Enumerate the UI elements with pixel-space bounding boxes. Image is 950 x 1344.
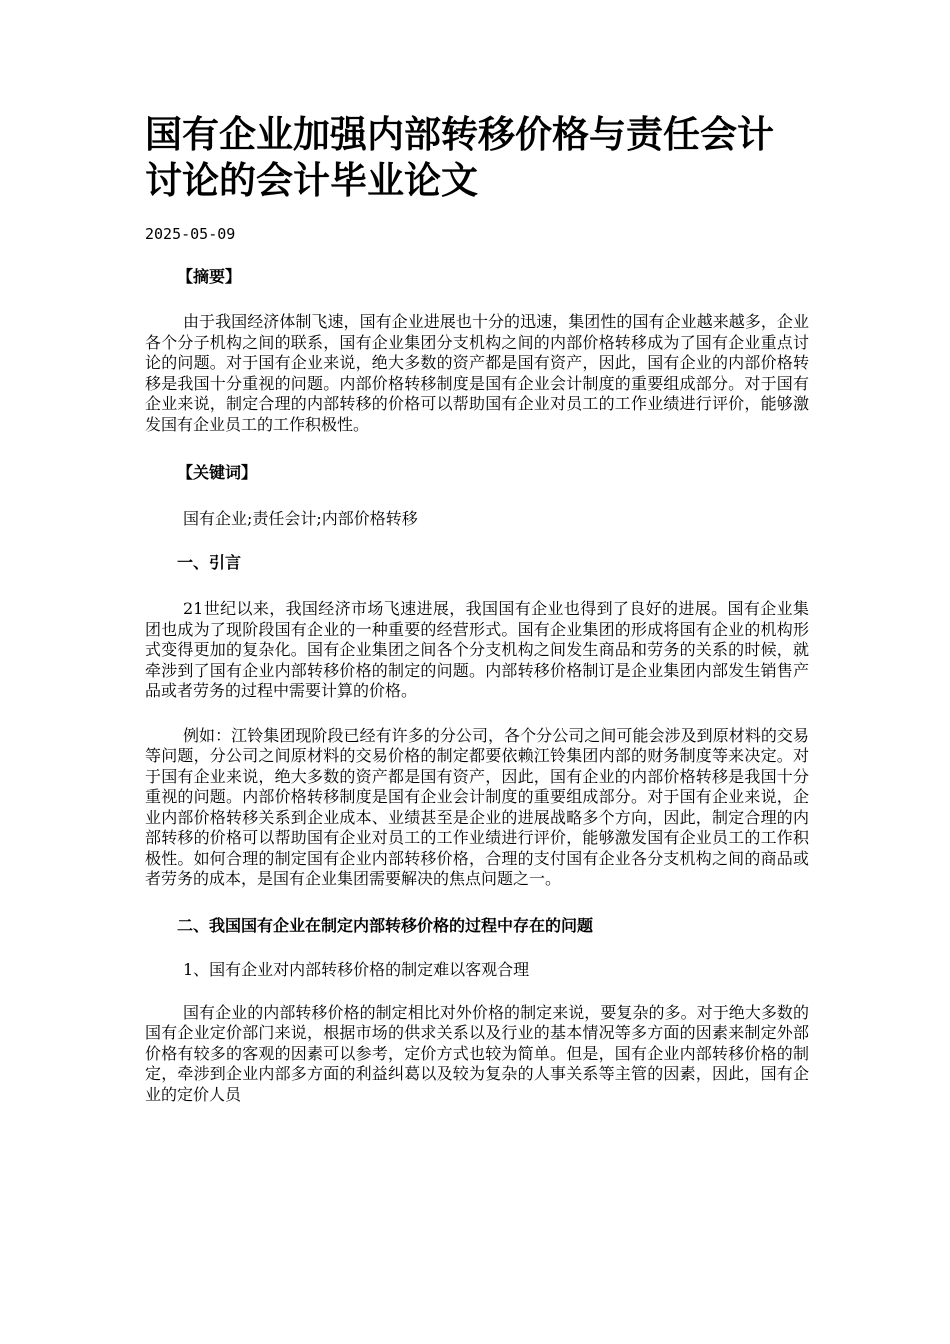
section-2-paragraph-1: 国有企业的内部转移价格的制定相比对外价格的制定来说，要复杂的多。对于绝大多数的国有企业定价部门来说，根据市场的供求关系以及行业的基本情况等多方面的因素来制定外部价格有较多的客观的因素可以参考，定价方式也较为简单。但是，国有企业内部转移价格的制定，牵涉到企业内部多方面的利益纠葛以及较为复杂的人事关系等主管的因素，因此，国有企业的定价人员 bbox=[145, 1002, 809, 1104]
section-2-subheading-1: 1、国有企业对内部转移价格的制定难以客观合理 bbox=[183, 959, 530, 979]
publish-date: 2025-05-09 bbox=[145, 225, 236, 243]
intro-heading: 一、引言 bbox=[177, 553, 242, 572]
document-title: 国有企业加强内部转移价格与责任会计讨论的会计毕业论文 bbox=[145, 113, 774, 202]
section-2-heading: 二、我国国有企业在制定内部转移价格的过程中存在的问题 bbox=[177, 915, 594, 935]
document-page bbox=[145, 112, 809, 1105]
intro-paragraph-2: 例如：江铃集团现阶段已经有许多的分公司，各个分公司之间可能会涉及到原材料的交易等问题，分公司之间原材料的交易价格的制定都要依赖江铃集团内部的财务制度等来决定。对于国有企业来说，绝大多数的资产都是国有资产，因此，国有企业的内部价格转移是我国十分重视的问题。内部价格转移制度是国有企业会计制度的重要组成部分。对于国有企业来说，企业内部价格转移关系到企业成本、业绩甚至是企业的进展战略多个方向，因此，制定合理的内部转移的价格可以帮助国有企业对员工的工作业绩进行评价，能够激发国有企业员工的工作积极性。如何合理的制定国有企业内部转移价格，合理的支付国有企业各分支机构之间的商品或者劳务的成本，是国有企业集团需要解决的焦点问题之一。 bbox=[145, 725, 809, 888]
abstract-heading: 【摘要】 bbox=[177, 267, 242, 286]
keywords-heading: 【关键词】 bbox=[177, 463, 258, 482]
keywords-text: 国有企业;责任会计;内部价格转移 bbox=[183, 509, 418, 528]
abstract-paragraph: 由于我国经济体制飞速，国有企业进展也十分的迅速，集团性的国有企业越来越多，企业各个分子机构之间的联系，国有企业集团分支机构之间的内部价格转移成为了国有企业重点讨论的问题。对于国有企业来说，绝大多数的资产都是国有资产，因此，国有企业的内部价格转移是我国十分重视的问题。内部价格转移制度是国有企业会计制度的重要组成部分。对于国有企业来说，制定合理的内部转移的价格可以帮助国有企业对员工的工作业绩进行评价，能够激发国有企业员工的工作积极性。 bbox=[145, 312, 809, 434]
intro-paragraph-1: 21世纪以来，我国经济市场飞速进展，我国国有企业也得到了良好的进展。国有企业集团也成为了现阶段国有企业的一种重要的经营形式。国有企业集团的形成将国有企业的机构形式变得更加的复杂化。国有企业集团之间各个分支机构之间发生商品和劳务的关系的时候，就牵涉到了国有企业内部转移价格的制定的问题。内部转移价格制订是企业集团内部发生销售产品或者劳务的过程中需要计算的价格。 bbox=[145, 599, 809, 700]
